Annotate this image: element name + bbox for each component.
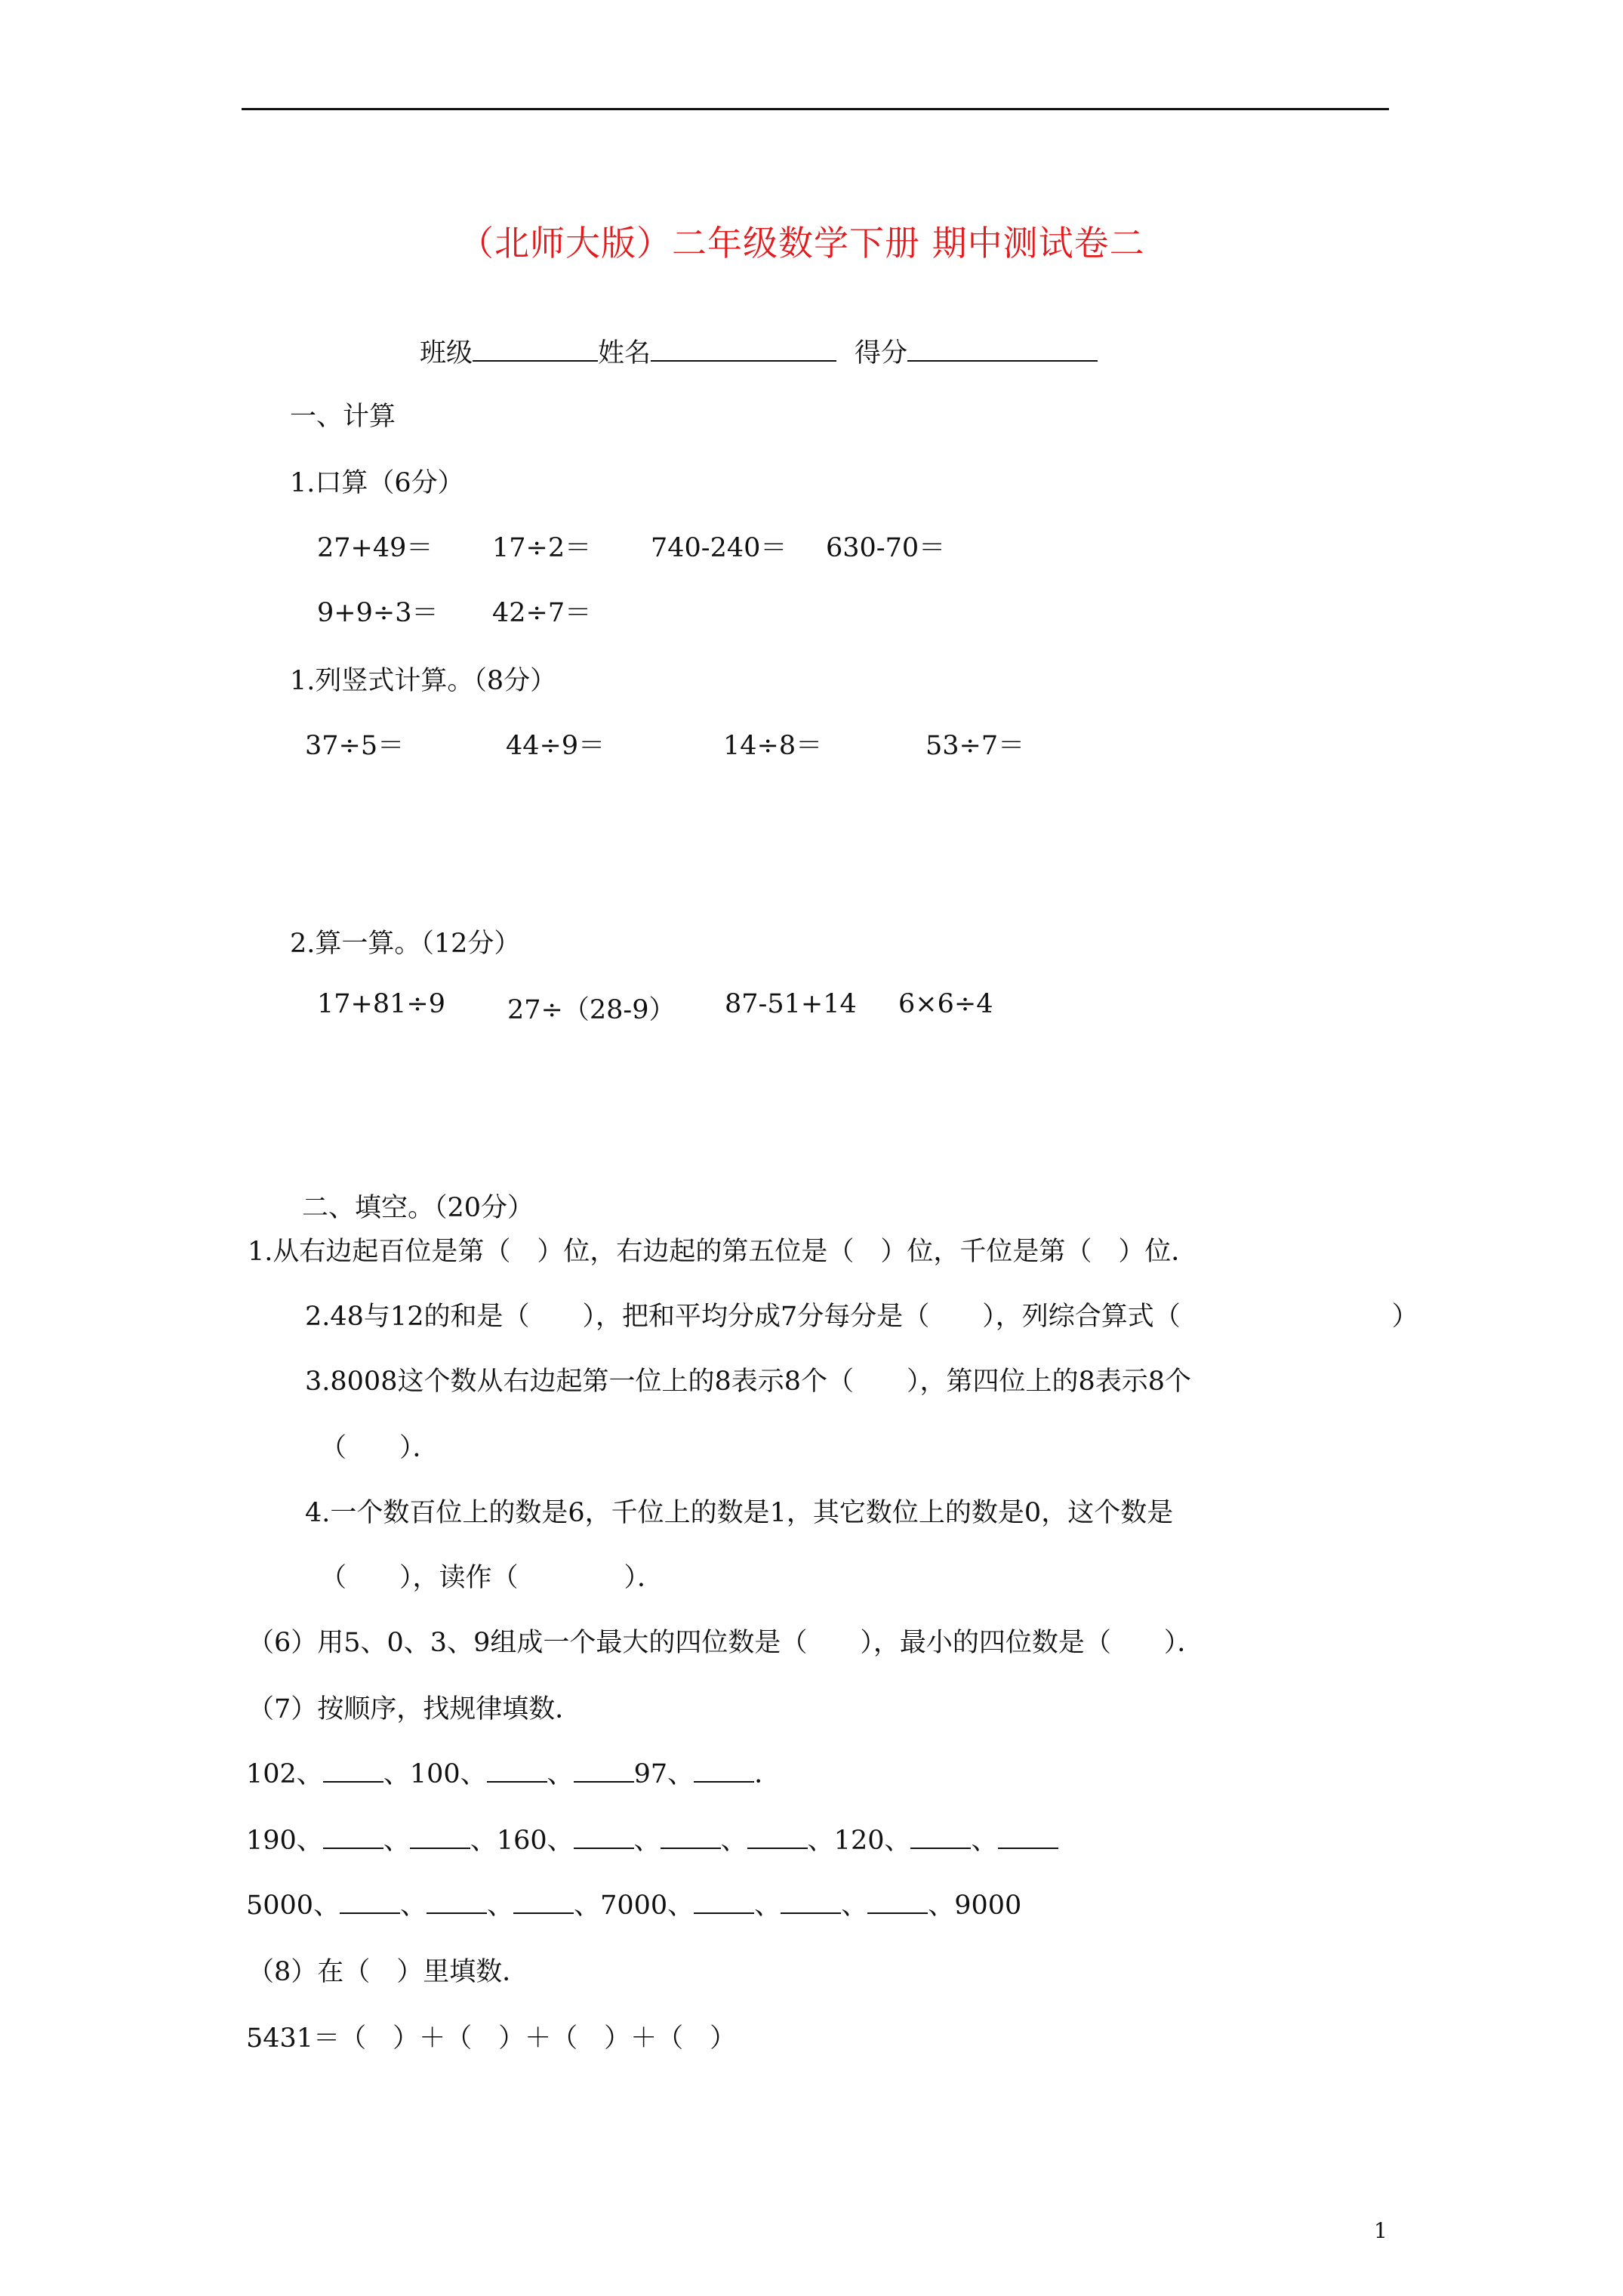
- section1-heading: 一、计算: [290, 402, 396, 432]
- fill-q1: 1.从右边起百位是第（ ）位，右边起的第五位是（ ）位，千位是第（ ）位．: [248, 1237, 1198, 1267]
- seq-text: 、: [383, 1826, 410, 1856]
- vertical-calc-title: 1.列竖式计算。（8分）: [290, 666, 557, 696]
- seq-blank[interactable]: [910, 1820, 971, 1849]
- seq-blank[interactable]: [694, 1885, 754, 1914]
- seq-blank[interactable]: [513, 1885, 574, 1914]
- seq-text: 、: [633, 1826, 661, 1856]
- sequence-2: [246, 1820, 1058, 1857]
- sequence-3: [246, 1885, 1021, 1922]
- seq-text: 、: [400, 1891, 427, 1921]
- seq-blank[interactable]: [410, 1820, 470, 1849]
- oral-item: 630-70＝: [826, 533, 946, 563]
- fill-q4-line2: （ ），读作（ ）．: [320, 1563, 664, 1593]
- seq-text: 5000、: [246, 1891, 340, 1921]
- oral-item: 27+49＝: [317, 533, 433, 563]
- seq-text: ．: [754, 1759, 781, 1789]
- class-label: 班级: [420, 338, 473, 368]
- vertical-item: 53÷7＝: [925, 731, 1025, 761]
- seq-blank[interactable]: [998, 1820, 1058, 1849]
- seq-text: 、9000: [928, 1891, 1022, 1921]
- page-title: （北师大版）二年级数学下册 期中测试卷二: [459, 223, 1145, 264]
- name-blank[interactable]: [651, 333, 836, 362]
- seq-text: 190、: [246, 1826, 323, 1856]
- page-number: 1: [1374, 2218, 1387, 2243]
- header-rule: [242, 108, 1389, 110]
- seq-blank[interactable]: [340, 1885, 400, 1914]
- seq-text: 、100、: [383, 1759, 487, 1789]
- seq-blank[interactable]: [323, 1754, 383, 1783]
- seq-blank[interactable]: [574, 1820, 634, 1849]
- vertical-item: 14÷8＝: [723, 731, 823, 761]
- seq-blank[interactable]: [661, 1820, 721, 1849]
- fill-q3-line2: （ ）．: [320, 1433, 439, 1463]
- seq-text: 97、: [633, 1759, 694, 1789]
- section2-heading: 二、填空。（20分）: [302, 1193, 534, 1223]
- vertical-item: 37÷5＝: [305, 731, 405, 761]
- score-label: 得分: [855, 338, 908, 368]
- fill-q7: （7）按顺序，找规律填数．: [248, 1694, 582, 1724]
- fill-q3-line1: 3.8008这个数从右边起第一位上的8表示8个（ ），第四位上的8表示8个: [305, 1367, 1192, 1397]
- fill-q8: （8）在（ ）里填数．: [248, 1957, 529, 1987]
- student-info-line: [420, 332, 1098, 370]
- fill-q2: 2.48与12的和是（ ），把和平均分成7分每分是（ ），列综合算式（ ）: [305, 1302, 1418, 1332]
- fill-q6: （6）用5、0、3、9组成一个最大的四位数是（ ），最小的四位数是（ ）．: [248, 1628, 1204, 1658]
- fill-q8-equation: 5431＝（ ）＋（ ）＋（ ）＋（ ）: [246, 2023, 737, 2054]
- oral-calc-title: 1.口算（6分）: [290, 468, 464, 498]
- sequence-1: [246, 1753, 781, 1791]
- seq-text: 、7000、: [574, 1891, 694, 1921]
- oral-item: 17÷2＝: [492, 533, 592, 563]
- seq-text: 、: [754, 1891, 781, 1921]
- compute-item: 27÷（28-9）: [507, 995, 676, 1025]
- seq-text: 、: [487, 1891, 514, 1921]
- seq-blank[interactable]: [781, 1885, 841, 1914]
- compute-title: 2.算一算。（12分）: [290, 929, 521, 959]
- fill-q4-line1: 4.一个数百位上的数是6，千位上的数是1，其它数位上的数是0，这个数是: [305, 1498, 1174, 1528]
- seq-text: 、: [841, 1891, 868, 1921]
- seq-text: 、160、: [470, 1826, 574, 1856]
- seq-text: 、: [720, 1826, 747, 1856]
- seq-blank[interactable]: [487, 1754, 547, 1783]
- seq-text: 、: [547, 1759, 574, 1789]
- oral-item: 740-240＝: [651, 533, 787, 563]
- seq-blank[interactable]: [747, 1820, 808, 1849]
- seq-blank[interactable]: [694, 1754, 754, 1783]
- class-blank[interactable]: [473, 333, 598, 362]
- vertical-item: 44÷9＝: [506, 731, 605, 761]
- compute-item: 87-51+14: [725, 989, 857, 1019]
- seq-blank[interactable]: [574, 1754, 634, 1783]
- seq-text: 、120、: [807, 1826, 911, 1856]
- seq-text: 、: [971, 1826, 998, 1856]
- seq-blank[interactable]: [323, 1820, 383, 1849]
- compute-item: 6×6÷4: [898, 989, 993, 1019]
- seq-text: 102、: [246, 1759, 323, 1789]
- score-blank[interactable]: [907, 333, 1098, 362]
- seq-blank[interactable]: [427, 1885, 487, 1914]
- seq-blank[interactable]: [867, 1885, 928, 1914]
- oral-item: 42÷7＝: [492, 598, 592, 628]
- name-label: 姓名: [598, 338, 651, 368]
- compute-item: 17+81÷9: [317, 989, 445, 1019]
- oral-item: 9+9÷3＝: [317, 598, 439, 628]
